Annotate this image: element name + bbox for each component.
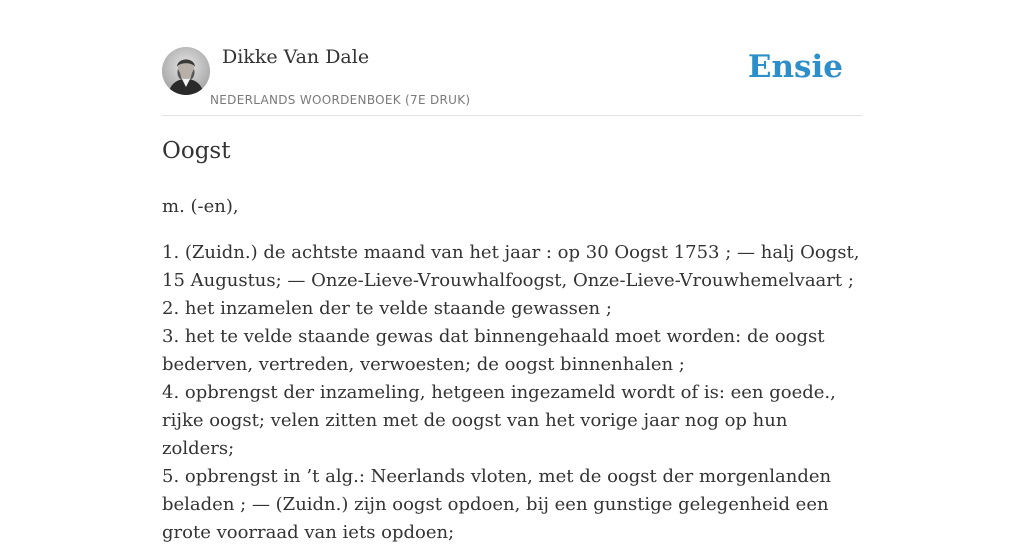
source-label[interactable]: NEDERLANDS WOORDENBOEK (7E DRUK) — [210, 93, 471, 107]
definition-item: 5. opbrengst in ’t alg.: Neerlands vloten, met de oogst der morgenlanden beladen ; — (Zuidn.) zijn oogst opdoen, bij een gunstige gelegenheid een grote voorraad van iets opdoen; — [162, 466, 832, 543]
avatar[interactable] — [162, 47, 210, 95]
page-title: Oogst — [162, 138, 231, 164]
definition-body — [162, 239, 862, 547]
header — [162, 46, 862, 116]
grammar-info: m. (-en), — [162, 196, 239, 217]
ensie-logo[interactable]: Ensie — [747, 49, 843, 85]
portrait-icon — [162, 47, 210, 95]
definition-item: 4. opbrengst der inzameling, hetgeen ingezameld wordt of is: een goede., rijke oogst; velen zitten met de oogst van het vorige jaar nog op hun zolders; — [162, 382, 836, 459]
definition-item: 1. (Zuidn.) de achtste maand van het jaar : op 30 Oogst 1753 ; — halj Oogst, 15 Augustus; — Onze-Lieve-Vrouwhalfoogst, Onze-Lieve-Vrouwhemelvaart ; — [162, 242, 860, 291]
author-name[interactable]: Dikke Van Dale — [222, 46, 370, 68]
definition-item: 3. het te velde staande gewas dat binnengehaald moet worden: de oogst bederven, vertreden, verwoesten; de oogst binnenhalen ; — [162, 326, 825, 375]
definition-item: 2. het inzamelen der te velde staande gewassen ; — [162, 298, 612, 319]
